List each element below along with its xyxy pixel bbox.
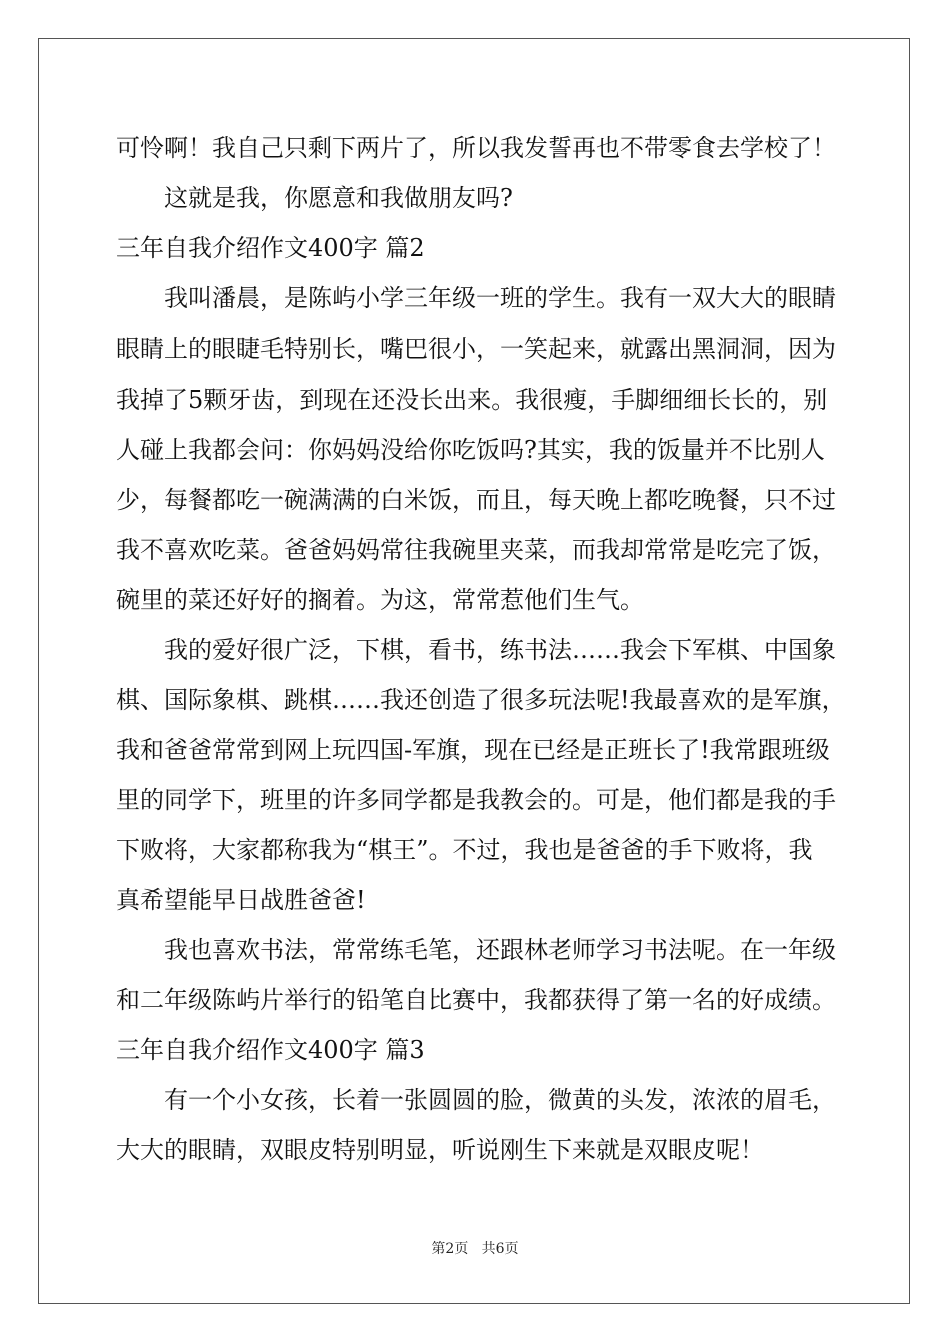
body-line: 人碰上我都会问：你妈妈没给你吃饭吗?其实，我的饭量并不比别人	[116, 436, 825, 464]
body-line: 眼睛上的眼睫毛特别长，嘴巴很小，一笑起来，就露出黑洞洞，因为	[116, 335, 836, 363]
body-line: 和二年级陈屿片举行的铅笔自比赛中，我都获得了第一名的好成绩。	[116, 986, 836, 1014]
body-line: 少，每餐都吃一碗满满的白米饭，而且，每天晚上都吃晚餐，只不过	[116, 486, 836, 514]
body-line: 我和爸爸常常到网上玩四国-军旗，现在已经是正班长了!我常跟班级	[116, 736, 830, 764]
body-line: 可怜啊！我自己只剩下两片了，所以我发誓再也不带零食去学校了！	[116, 134, 836, 162]
section-heading: 三年自我介绍作文400字 篇3	[116, 1036, 425, 1064]
body-line: 真希望能早日战胜爸爸!	[116, 886, 366, 914]
body-line: 我叫潘晨，是陈屿小学三年级一班的学生。我有一双大大的眼睛	[164, 284, 836, 312]
page-footer: 第2页 共6页	[431, 1241, 519, 1257]
body-line: 大大的眼睛，双眼皮特别明显，听说刚生下来就是双眼皮呢！	[116, 1136, 764, 1164]
body-line: 我不喜欢吃菜。爸爸妈妈常往我碗里夹菜，而我却常常是吃完了饭，	[116, 536, 836, 564]
body-line: 这就是我，你愿意和我做朋友吗?	[164, 184, 513, 212]
body-line: 下败将，大家都称我为“棋王”。不过，我也是爸爸的手下败将，我	[116, 836, 813, 864]
body-line: 棋、国际象棋、跳棋……我还创造了很多玩法呢!我最喜欢的是军旗，	[116, 686, 846, 714]
body-line: 我掉了5颗牙齿，到现在还没长出来。我很瘦，手脚细细长长的，别	[116, 386, 828, 414]
section-heading: 三年自我介绍作文400字 篇2	[116, 234, 425, 262]
body-line: 有一个小女孩，长着一张圆圆的脸，微黄的头发，浓浓的眉毛，	[164, 1086, 836, 1114]
body-line: 碗里的菜还好好的搁着。为这，常常惹他们生气。	[116, 586, 644, 614]
body-line: 我也喜欢书法，常常练毛笔，还跟林老师学习书法呢。在一年级	[164, 936, 836, 964]
body-line: 我的爱好很广泛，下棋，看书，练书法……我会下军棋、中国象	[164, 636, 836, 664]
body-line: 里的同学下，班里的许多同学都是我教会的。可是，他们都是我的手	[116, 786, 836, 814]
